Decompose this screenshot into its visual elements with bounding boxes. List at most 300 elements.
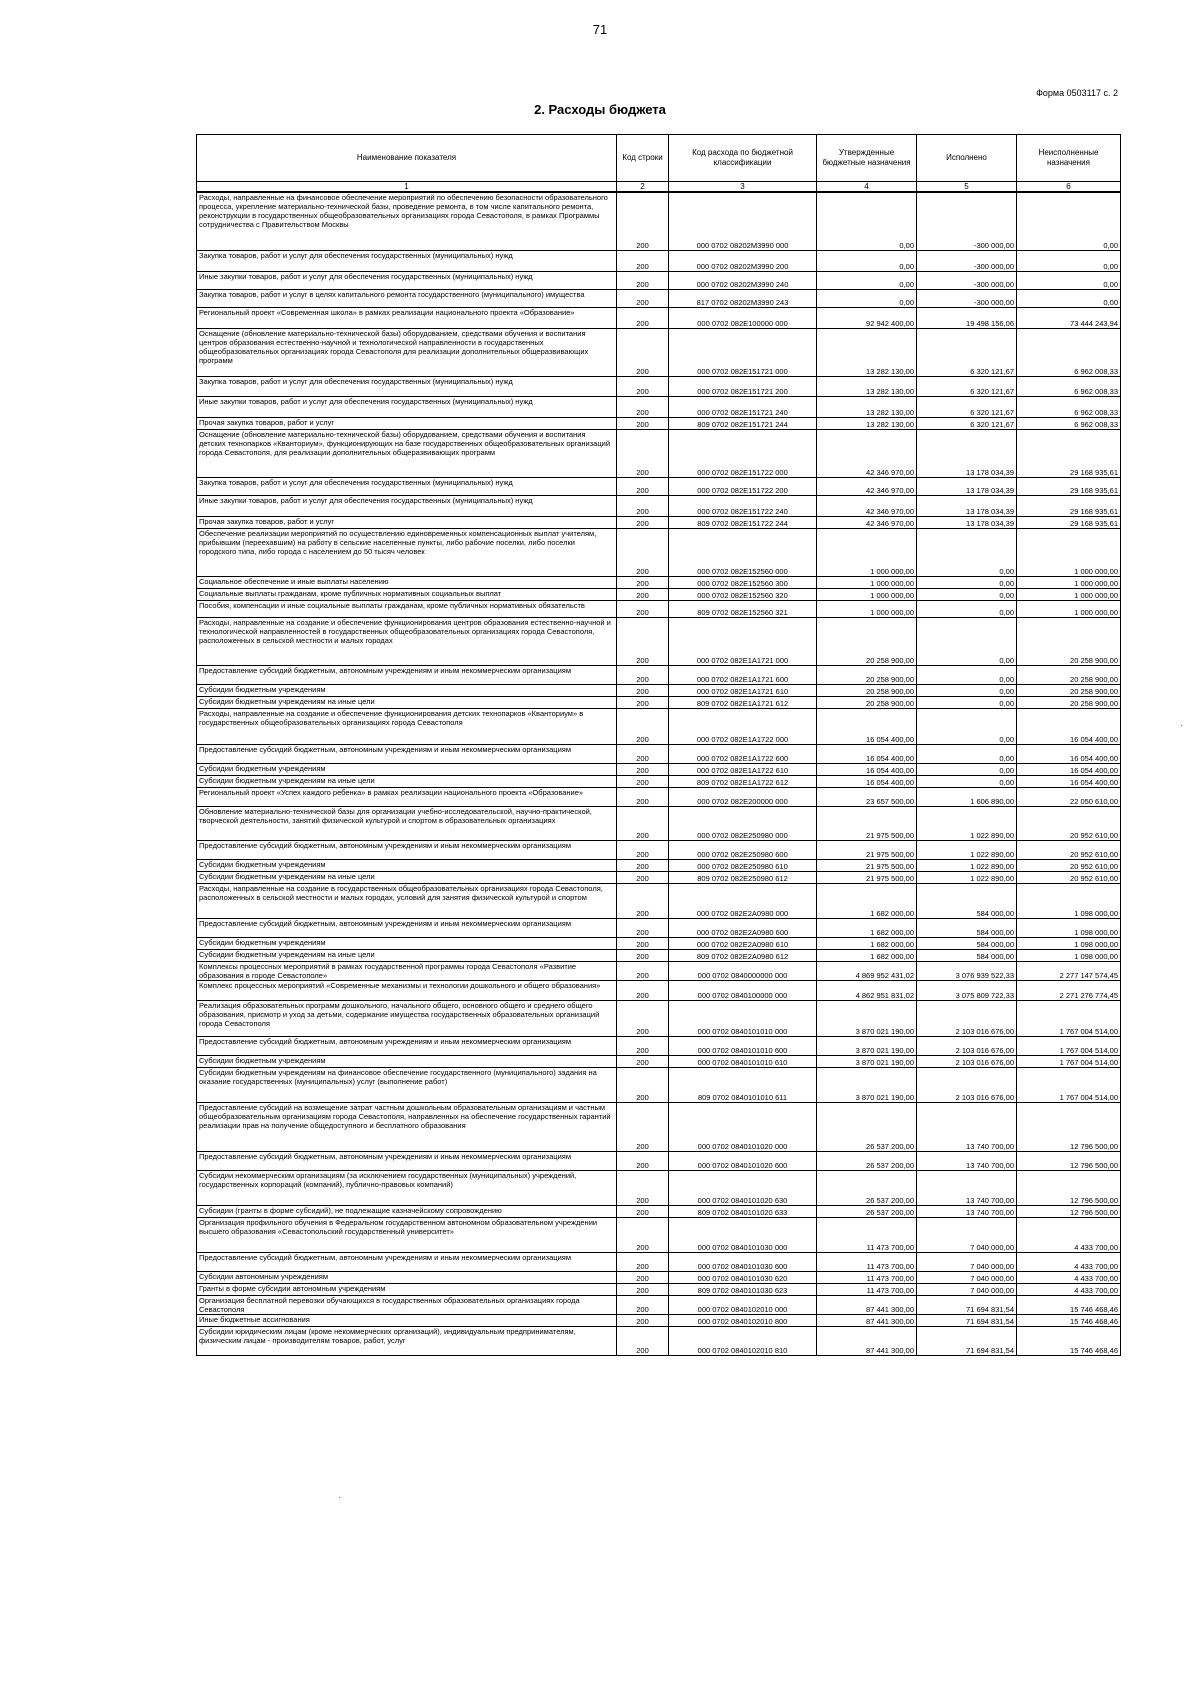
row-line-code: 200: [617, 806, 669, 840]
row-line-code: 200: [617, 617, 669, 665]
row-class-code: 000 0702 0840101010 600: [669, 1036, 817, 1055]
row-class-code: 000 0702 0840100000 000: [669, 980, 817, 1000]
row-unexecuted: 16 054 400,00: [1017, 775, 1121, 787]
row-approved: 11 473 700,00: [817, 1283, 917, 1295]
table-row: [197, 1036, 1121, 1055]
row-class-code: 000 0702 082E151721 000: [669, 328, 817, 376]
row-executed: -300 000,00: [917, 271, 1017, 289]
row-unexecuted: 1 098 000,00: [1017, 883, 1121, 918]
row-name: Субсидии бюджетным учреждениям: [197, 763, 617, 775]
table-row: [197, 1252, 1121, 1271]
table-row: [197, 1314, 1121, 1326]
row-approved: 3 870 021 190,00: [817, 1067, 917, 1102]
row-name: Закупка товаров, работ и услуг для обеспечения государственных (муниципальных) нужд: [197, 477, 617, 495]
row-approved: 0,00: [817, 250, 917, 271]
page-number: 71: [592, 22, 608, 37]
row-line-code: 200: [617, 477, 669, 495]
row-unexecuted: 6 962 008,33: [1017, 417, 1121, 429]
row-approved: 11 473 700,00: [817, 1217, 917, 1252]
row-name: Предоставление субсидий на возмещение затрат частным дошкольным образовательным организациям и частным общеобразовательным организациям города Севастополя, направленных на обеспечение государственных гарантий реализации прав на получение общедоступного и бесплатного образования: [197, 1102, 617, 1151]
row-unexecuted: 0,00: [1017, 289, 1121, 307]
table-row: [197, 961, 1121, 980]
row-line-code: 200: [617, 1151, 669, 1170]
row-line-code: 200: [617, 1217, 669, 1252]
row-executed: 13 178 034,39: [917, 477, 1017, 495]
row-unexecuted: 20 952 610,00: [1017, 859, 1121, 871]
row-approved: 1 682 000,00: [817, 918, 917, 937]
table-row: [197, 1271, 1121, 1283]
row-executed: 6 320 121,67: [917, 417, 1017, 429]
row-name: Субсидии бюджетным учреждениям на финансовое обеспечение государственного (муниципального) задания на оказание государственных (муниципальных) услуг (выполнение работ): [197, 1067, 617, 1102]
row-name: Субсидии бюджетным учреждениям: [197, 684, 617, 696]
row-unexecuted: 1 000 000,00: [1017, 588, 1121, 600]
row-line-code: 200: [617, 289, 669, 307]
row-unexecuted: 1 098 000,00: [1017, 918, 1121, 937]
row-executed: 6 320 121,67: [917, 376, 1017, 396]
form-code: Форма 0503117 с. 2: [1036, 88, 1118, 98]
row-line-code: 200: [617, 684, 669, 696]
header-unexecuted: Неисполненные назначения: [1017, 135, 1121, 182]
row-approved: 21 975 500,00: [817, 840, 917, 859]
table-row: [197, 1102, 1121, 1151]
column-number-row: [197, 182, 1121, 193]
row-unexecuted: 6 962 008,33: [1017, 328, 1121, 376]
row-executed: 0,00: [917, 775, 1017, 787]
row-name: Социальные выплаты гражданам, кроме публичных нормативных социальных выплат: [197, 588, 617, 600]
row-executed: 1 606 890,00: [917, 787, 1017, 806]
row-unexecuted: 20 952 610,00: [1017, 840, 1121, 859]
row-approved: 20 258 900,00: [817, 665, 917, 684]
row-executed: 7 040 000,00: [917, 1283, 1017, 1295]
row-line-code: 200: [617, 396, 669, 417]
table-row: [197, 576, 1121, 588]
row-name: Предоставление субсидий бюджетным, автономным учреждениям и иным некоммерческим организациям: [197, 665, 617, 684]
row-approved: 87 441 300,00: [817, 1326, 917, 1355]
row-unexecuted: 1 767 004 514,00: [1017, 1000, 1121, 1036]
row-approved: 92 942 400,00: [817, 307, 917, 328]
row-line-code: 200: [617, 1314, 669, 1326]
table-row: [197, 1283, 1121, 1295]
row-unexecuted: 20 258 900,00: [1017, 696, 1121, 708]
row-name: Социальное обеспечение и иные выплаты населению: [197, 576, 617, 588]
row-executed: 13 740 700,00: [917, 1205, 1017, 1217]
row-class-code: 000 0702 082E1A1722 610: [669, 763, 817, 775]
row-name: Обновление материально-технической базы для организации учебно-исследовательской, научно-практической, творческой деятельности, занятий физической культурой и спортом в образовательных организациях: [197, 806, 617, 840]
row-executed: 0,00: [917, 600, 1017, 617]
row-name: Гранты в форме субсидии автономным учреждениям: [197, 1283, 617, 1295]
row-unexecuted: 20 952 610,00: [1017, 806, 1121, 840]
row-approved: 1 000 000,00: [817, 528, 917, 576]
row-unexecuted: 12 796 500,00: [1017, 1170, 1121, 1205]
row-line-code: 200: [617, 883, 669, 918]
row-approved: 1 682 000,00: [817, 949, 917, 961]
table-row: [197, 775, 1121, 787]
table-row: [197, 1170, 1121, 1205]
row-line-code: 200: [617, 980, 669, 1000]
row-name: Организация профильного обучения в Федеральном государственном автономном образовательном учреждении высшего образования «Севастопольский государственный университет»: [197, 1217, 617, 1252]
row-line-code: 200: [617, 1271, 669, 1283]
row-executed: 13 740 700,00: [917, 1102, 1017, 1151]
row-executed: 0,00: [917, 588, 1017, 600]
row-class-code: 000 0702 082E151721 240: [669, 396, 817, 417]
table-row: [197, 528, 1121, 576]
row-executed: 7 040 000,00: [917, 1252, 1017, 1271]
row-class-code: 000 0702 08202M3990 000: [669, 192, 817, 250]
row-class-code: 809 0702 082E2A0980 612: [669, 949, 817, 961]
row-class-code: 000 0702 082E100000 000: [669, 307, 817, 328]
row-name: Закупка товаров, работ и услуг для обеспечения государственных (муниципальных) нужд: [197, 250, 617, 271]
row-approved: 87 441 300,00: [817, 1314, 917, 1326]
row-unexecuted: 6 962 008,33: [1017, 396, 1121, 417]
row-line-code: 200: [617, 840, 669, 859]
row-executed: 13 178 034,39: [917, 429, 1017, 477]
row-unexecuted: 12 796 500,00: [1017, 1205, 1121, 1217]
column-number: 5: [917, 182, 1017, 193]
row-approved: 11 473 700,00: [817, 1271, 917, 1283]
row-class-code: 000 0702 0840101010 000: [669, 1000, 817, 1036]
row-executed: 0,00: [917, 708, 1017, 744]
row-executed: 13 740 700,00: [917, 1170, 1017, 1205]
row-approved: 4 862 951 831,02: [817, 980, 917, 1000]
row-name: Субсидии автономным учреждениям: [197, 1271, 617, 1283]
row-name: Субсидии бюджетным учреждениям на иные цели: [197, 949, 617, 961]
row-class-code: 000 0702 082E151722 240: [669, 495, 817, 516]
table-row: [197, 1067, 1121, 1102]
row-executed: 584 000,00: [917, 883, 1017, 918]
row-class-code: 000 0702 082E151722 000: [669, 429, 817, 477]
row-unexecuted: 4 433 700,00: [1017, 1217, 1121, 1252]
row-line-code: 200: [617, 307, 669, 328]
row-executed: 6 320 121,67: [917, 328, 1017, 376]
row-unexecuted: 1 000 000,00: [1017, 528, 1121, 576]
row-approved: 26 537 200,00: [817, 1170, 917, 1205]
row-class-code: 000 0702 0840102010 000: [669, 1295, 817, 1314]
row-line-code: 200: [617, 588, 669, 600]
row-class-code: 000 0702 082E250980 000: [669, 806, 817, 840]
row-approved: 0,00: [817, 271, 917, 289]
row-class-code: 000 0702 082E200000 000: [669, 787, 817, 806]
row-class-code: 000 0702 0840101030 000: [669, 1217, 817, 1252]
row-unexecuted: 1 000 000,00: [1017, 576, 1121, 588]
table-row: [197, 883, 1121, 918]
row-class-code: 809 0702 082E151722 244: [669, 516, 817, 528]
table-row: [197, 744, 1121, 763]
row-unexecuted: 2 277 147 574,45: [1017, 961, 1121, 980]
row-executed: 71 694 831,54: [917, 1295, 1017, 1314]
row-name: Оснащение (обновление материально-технической базы) оборудованием, средствами обучения и воспитания детских технопарков «Кванториум», функционирующих на базе государственных общеобразовательных организаций города Севастополя, для реализации дополнительных общеразвивающих программ: [197, 429, 617, 477]
row-unexecuted: 16 054 400,00: [1017, 744, 1121, 763]
row-name: Субсидии бюджетным учреждениям на иные цели: [197, 775, 617, 787]
column-number: 1: [197, 182, 617, 193]
row-approved: 0,00: [817, 192, 917, 250]
row-line-code: 200: [617, 949, 669, 961]
row-unexecuted: 1 098 000,00: [1017, 949, 1121, 961]
row-line-code: 200: [617, 1036, 669, 1055]
row-executed: 0,00: [917, 576, 1017, 588]
row-class-code: 000 0702 0840101020 630: [669, 1170, 817, 1205]
row-class-code: 000 0702 082E2A0980 610: [669, 937, 817, 949]
row-class-code: 000 0702 082E2A0980 600: [669, 918, 817, 937]
row-class-code: 000 0702 082E152560 320: [669, 588, 817, 600]
row-line-code: 200: [617, 1326, 669, 1355]
row-executed: 584 000,00: [917, 918, 1017, 937]
row-executed: -300 000,00: [917, 192, 1017, 250]
row-class-code: 817 0702 08202M3990 243: [669, 289, 817, 307]
row-executed: 0,00: [917, 528, 1017, 576]
row-line-code: 200: [617, 1067, 669, 1102]
row-name: Предоставление субсидий бюджетным, автономным учреждениям и иным некоммерческим организациям: [197, 1036, 617, 1055]
table-row: [197, 787, 1121, 806]
row-executed: 3 076 939 522,33: [917, 961, 1017, 980]
row-approved: 3 870 021 190,00: [817, 1055, 917, 1067]
row-class-code: 809 0702 082E250980 612: [669, 871, 817, 883]
row-unexecuted: 12 796 500,00: [1017, 1102, 1121, 1151]
row-approved: 11 473 700,00: [817, 1252, 917, 1271]
row-approved: 16 054 400,00: [817, 708, 917, 744]
row-unexecuted: 1 767 004 514,00: [1017, 1055, 1121, 1067]
row-unexecuted: 15 746 468,46: [1017, 1295, 1121, 1314]
table-row: [197, 1295, 1121, 1314]
row-name: Организация бесплатной перевозки обучающихся в государственных образовательных организациях города Севастополя: [197, 1295, 617, 1314]
row-class-code: 000 0702 082E2A0980 000: [669, 883, 817, 918]
row-executed: 0,00: [917, 617, 1017, 665]
row-unexecuted: 29 168 935,61: [1017, 477, 1121, 495]
table-row: [197, 980, 1121, 1000]
row-executed: -300 000,00: [917, 250, 1017, 271]
row-unexecuted: 1 000 000,00: [1017, 600, 1121, 617]
table-row: [197, 1055, 1121, 1067]
row-class-code: 000 0702 082E1A1722 000: [669, 708, 817, 744]
row-line-code: 200: [617, 787, 669, 806]
row-name: Субсидии юридическим лицам (кроме некоммерческих организаций), индивидуальным предпринимателям, физическим лицам - производителям товаров, работ, услуг: [197, 1326, 617, 1355]
row-approved: 13 282 130,00: [817, 417, 917, 429]
table-row: [197, 696, 1121, 708]
row-line-code: 200: [617, 1055, 669, 1067]
row-unexecuted: 12 796 500,00: [1017, 1151, 1121, 1170]
row-line-code: 200: [617, 1283, 669, 1295]
row-name: Обеспечение реализации мероприятий по осуществлению единовременных компенсационных выплат учителям, прибывшим (переехавшим) на работу в сельские населенные пункты, либо рабочие поселки, либо поселки городского типа, либо города с населением до 50 тысяч человек: [197, 528, 617, 576]
row-unexecuted: 0,00: [1017, 250, 1121, 271]
row-executed: 6 320 121,67: [917, 396, 1017, 417]
table-row: [197, 396, 1121, 417]
table-row: [197, 192, 1121, 250]
row-name: Оснащение (обновление материально-технической базы) оборудованием, средствами обучения и воспитания центров образования естественно-научной и технологической направленности в государственных общеобразовательных организациях города Севастополя для реализации дополнительных общеразвивающих программ: [197, 328, 617, 376]
row-class-code: 000 0702 082E151722 200: [669, 477, 817, 495]
row-line-code: 200: [617, 1102, 669, 1151]
row-class-code: 000 0702 082E250980 600: [669, 840, 817, 859]
row-executed: 584 000,00: [917, 937, 1017, 949]
row-line-code: 200: [617, 763, 669, 775]
row-line-code: 200: [617, 1295, 669, 1314]
table-body: [197, 192, 1121, 1355]
row-unexecuted: 29 168 935,61: [1017, 429, 1121, 477]
row-approved: 1 000 000,00: [817, 600, 917, 617]
row-line-code: 200: [617, 665, 669, 684]
table-row: [197, 871, 1121, 883]
row-approved: 42 346 970,00: [817, 429, 917, 477]
row-name: Субсидии бюджетным учреждениям на иные цели: [197, 871, 617, 883]
row-executed: 0,00: [917, 696, 1017, 708]
row-name: Расходы, направленные на создание и обеспечение функционирования центров образования естественно-научной и технологической направленностей в государственных общеобразовательных организациях города Севастополя, расположенных в сельской местности и малых городах: [197, 617, 617, 665]
header-approved: Утвержденные бюджетные назначения: [817, 135, 917, 182]
row-name: Предоставление субсидий бюджетным, автономным учреждениям и иным некоммерческим организациям: [197, 1151, 617, 1170]
row-line-code: 200: [617, 417, 669, 429]
row-unexecuted: 0,00: [1017, 192, 1121, 250]
row-class-code: 000 0702 082E151721 200: [669, 376, 817, 396]
row-unexecuted: 0,00: [1017, 271, 1121, 289]
row-name: Субсидии бюджетным учреждениям: [197, 1055, 617, 1067]
table-row: [197, 1205, 1121, 1217]
row-approved: 3 870 021 190,00: [817, 1000, 917, 1036]
row-line-code: 200: [617, 250, 669, 271]
row-line-code: 200: [617, 708, 669, 744]
row-name: Иные закупки товаров, работ и услуг для обеспечения государственных (муниципальных) нужд: [197, 271, 617, 289]
row-approved: 26 537 200,00: [817, 1205, 917, 1217]
row-class-code: 809 0702 082E1A1722 612: [669, 775, 817, 787]
row-name: Иные закупки товаров, работ и услуг для обеспечения государственных (муниципальных) нужд: [197, 396, 617, 417]
row-name: Реализация образовательных программ дошкольного, начального общего, основного общего и среднего общего образования, присмотр и уход за детьми, содержание имущества государственных образовательных организаций города Севастополя: [197, 1000, 617, 1036]
row-approved: 16 054 400,00: [817, 744, 917, 763]
row-class-code: 000 0702 082E250980 610: [669, 859, 817, 871]
table-row: [197, 516, 1121, 528]
row-name: Региональный проект «Успех каждого ребенка» в рамках реализации национального проекта «Образование»: [197, 787, 617, 806]
table-row: [197, 937, 1121, 949]
row-class-code: 809 0702 0840101020 633: [669, 1205, 817, 1217]
row-name: Пособия, компенсации и иные социальные выплаты гражданам, кроме публичных нормативных обязательств: [197, 600, 617, 617]
table-row: [197, 588, 1121, 600]
table-row: [197, 859, 1121, 871]
row-class-code: 000 0702 08202M3990 240: [669, 271, 817, 289]
row-name: Региональный проект «Современная школа» в рамках реализации национального проекта «Образование»: [197, 307, 617, 328]
row-class-code: 000 0702 0840101020 600: [669, 1151, 817, 1170]
row-line-code: 200: [617, 516, 669, 528]
table-row: [197, 806, 1121, 840]
row-approved: 26 537 200,00: [817, 1151, 917, 1170]
row-unexecuted: 4 433 700,00: [1017, 1271, 1121, 1283]
row-approved: 1 682 000,00: [817, 883, 917, 918]
row-name: Субсидии (гранты в форме субсидий), не подлежащие казначейскому сопровождению: [197, 1205, 617, 1217]
table-row: [197, 250, 1121, 271]
row-unexecuted: 1 767 004 514,00: [1017, 1067, 1121, 1102]
table-row: [197, 289, 1121, 307]
table-row: [197, 417, 1121, 429]
row-approved: 20 258 900,00: [817, 617, 917, 665]
row-name: Предоставление субсидий бюджетным, автономным учреждениям и иным некоммерческим организациям: [197, 1252, 617, 1271]
table-row: [197, 617, 1121, 665]
row-approved: 87 441 300,00: [817, 1295, 917, 1314]
row-class-code: 000 0702 0840102010 810: [669, 1326, 817, 1355]
table-row: [197, 429, 1121, 477]
row-executed: 7 040 000,00: [917, 1217, 1017, 1252]
row-name: Закупка товаров, работ и услуг в целях капитального ремонта государственного (муниципального) имущества: [197, 289, 617, 307]
table-row: [197, 600, 1121, 617]
row-executed: 2 103 016 676,00: [917, 1036, 1017, 1055]
row-approved: 16 054 400,00: [817, 775, 917, 787]
row-unexecuted: 22 050 610,00: [1017, 787, 1121, 806]
row-line-code: 200: [617, 859, 669, 871]
row-unexecuted: 20 258 900,00: [1017, 617, 1121, 665]
row-line-code: 200: [617, 696, 669, 708]
row-class-code: 000 0702 0840101030 600: [669, 1252, 817, 1271]
row-approved: 20 258 900,00: [817, 696, 917, 708]
row-class-code: 809 0702 082E1A1721 612: [669, 696, 817, 708]
page-title: 2. Расходы бюджета: [534, 102, 666, 117]
column-number: 3: [669, 182, 817, 193]
row-approved: 26 537 200,00: [817, 1102, 917, 1151]
row-class-code: 000 0702 082E1A1722 600: [669, 744, 817, 763]
row-name: Субсидии бюджетным учреждениям на иные цели: [197, 696, 617, 708]
row-unexecuted: 29 168 935,61: [1017, 495, 1121, 516]
row-class-code: 809 0702 082E151721 244: [669, 417, 817, 429]
row-name: Расходы, направленные на создание в государственных общеобразовательных организациях города Севастополя, расположенных в сельской местности и малых городах, условий для занятия физической культурой и спортом: [197, 883, 617, 918]
header-class-code: Код расхода по бюджетной классификации: [669, 135, 817, 182]
row-executed: 2 103 016 676,00: [917, 1000, 1017, 1036]
row-executed: 1 022 890,00: [917, 806, 1017, 840]
row-executed: 7 040 000,00: [917, 1271, 1017, 1283]
row-class-code: 000 0702 082E1A1721 600: [669, 665, 817, 684]
row-line-code: 200: [617, 495, 669, 516]
row-line-code: 200: [617, 192, 669, 250]
row-name: Субсидии бюджетным учреждениям: [197, 937, 617, 949]
row-unexecuted: 73 444 243,94: [1017, 307, 1121, 328]
table-row: [197, 1217, 1121, 1252]
row-line-code: 200: [617, 376, 669, 396]
row-executed: 584 000,00: [917, 949, 1017, 961]
row-executed: 0,00: [917, 684, 1017, 696]
row-approved: 23 657 500,00: [817, 787, 917, 806]
row-line-code: 200: [617, 918, 669, 937]
header-name: Наименование показателя: [197, 135, 617, 182]
row-approved: 1 000 000,00: [817, 588, 917, 600]
table-row: [197, 495, 1121, 516]
table-row: [197, 1326, 1121, 1355]
row-executed: 1 022 890,00: [917, 859, 1017, 871]
scan-speck: ·: [1180, 720, 1184, 731]
row-class-code: 809 0702 082E152560 321: [669, 600, 817, 617]
row-line-code: 200: [617, 1170, 669, 1205]
row-class-code: 809 0702 0840101030 623: [669, 1283, 817, 1295]
row-line-code: 200: [617, 576, 669, 588]
row-line-code: 200: [617, 528, 669, 576]
row-line-code: 200: [617, 600, 669, 617]
table-row: [197, 840, 1121, 859]
row-approved: 13 282 130,00: [817, 328, 917, 376]
row-approved: 42 346 970,00: [817, 495, 917, 516]
row-name: Субсидии бюджетным учреждениям: [197, 859, 617, 871]
row-approved: 0,00: [817, 289, 917, 307]
table-row: [197, 763, 1121, 775]
row-executed: 13 740 700,00: [917, 1151, 1017, 1170]
row-name: Прочая закупка товаров, работ и услуг: [197, 516, 617, 528]
row-line-code: 200: [617, 775, 669, 787]
row-unexecuted: 2 271 276 774,45: [1017, 980, 1121, 1000]
row-approved: 1 000 000,00: [817, 576, 917, 588]
column-number: 2: [617, 182, 669, 193]
row-executed: -300 000,00: [917, 289, 1017, 307]
row-executed: 19 498 156,06: [917, 307, 1017, 328]
row-approved: 16 054 400,00: [817, 763, 917, 775]
row-executed: 0,00: [917, 763, 1017, 775]
table-row: [197, 918, 1121, 937]
row-executed: 0,00: [917, 665, 1017, 684]
row-line-code: 200: [617, 429, 669, 477]
row-executed: 71 694 831,54: [917, 1326, 1017, 1355]
row-approved: 42 346 970,00: [817, 516, 917, 528]
row-unexecuted: 20 258 900,00: [1017, 684, 1121, 696]
row-approved: 3 870 021 190,00: [817, 1036, 917, 1055]
row-approved: 4 869 952 431,02: [817, 961, 917, 980]
row-line-code: 200: [617, 1205, 669, 1217]
